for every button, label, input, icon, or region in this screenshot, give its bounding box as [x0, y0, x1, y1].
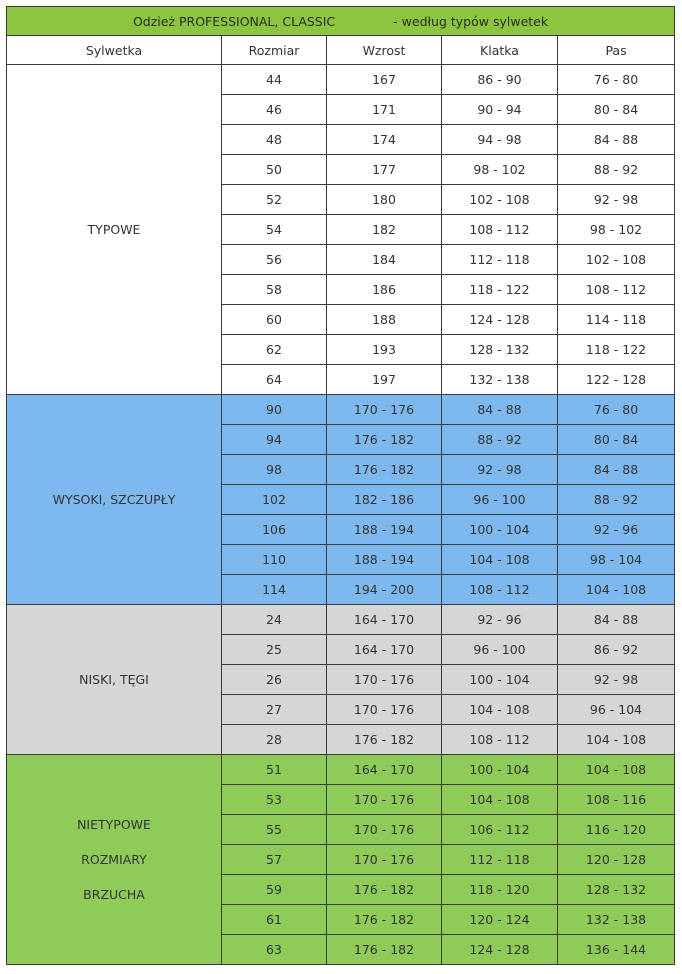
cell-rozmiar: 63 — [222, 935, 327, 965]
cell-pas: 76 - 80 — [558, 395, 675, 425]
cell-klatka: 106 - 112 — [442, 815, 558, 845]
group-label-wys — [7, 395, 222, 605]
cell-pas: 116 - 120 — [558, 815, 675, 845]
cell-rozmiar: 51 — [222, 755, 327, 785]
cell-pas: 104 - 108 — [558, 755, 675, 785]
cell-klatka: 120 - 124 — [442, 905, 558, 935]
cell-wzrost: 164 - 170 — [327, 635, 442, 665]
cell-klatka: 118 - 120 — [442, 875, 558, 905]
cell-wzrost: 197 — [327, 365, 442, 395]
cell-pas: 88 - 92 — [558, 485, 675, 515]
cell-klatka: 124 - 128 — [442, 305, 558, 335]
cell-wzrost: 164 - 170 — [327, 755, 442, 785]
header-klatka: Klatka — [442, 36, 558, 65]
cell-wzrost: 194 - 200 — [327, 575, 442, 605]
cell-pas: 84 - 88 — [558, 605, 675, 635]
cell-rozmiar: 62 — [222, 335, 327, 365]
cell-pas: 92 - 98 — [558, 665, 675, 695]
cell-klatka: 132 - 138 — [442, 365, 558, 395]
cell-pas: 102 - 108 — [558, 245, 675, 275]
cell-wzrost: 188 - 194 — [327, 515, 442, 545]
header-wzrost: Wzrost — [327, 36, 442, 65]
cell-klatka: 104 - 108 — [442, 695, 558, 725]
cell-wzrost: 176 - 182 — [327, 935, 442, 965]
cell-wzrost: 193 — [327, 335, 442, 365]
cell-wzrost: 170 - 176 — [327, 695, 442, 725]
cell-klatka: 112 - 118 — [442, 245, 558, 275]
cell-rozmiar: 102 — [222, 485, 327, 515]
cell-rozmiar: 55 — [222, 815, 327, 845]
cell-pas: 120 - 128 — [558, 845, 675, 875]
cell-wzrost: 171 — [327, 95, 442, 125]
size-chart — [6, 6, 675, 965]
cell-klatka: 104 - 108 — [442, 785, 558, 815]
cell-wzrost: 170 - 176 — [327, 665, 442, 695]
cell-rozmiar: 53 — [222, 785, 327, 815]
table-title — [7, 7, 675, 36]
cell-wzrost: 174 — [327, 125, 442, 155]
cell-wzrost: 170 - 176 — [327, 395, 442, 425]
cell-klatka: 96 - 100 — [442, 635, 558, 665]
cell-rozmiar: 57 — [222, 845, 327, 875]
cell-pas: 84 - 88 — [558, 455, 675, 485]
group-label-line: WYSOKI, SZCZUPŁY — [52, 492, 176, 507]
cell-klatka: 98 - 102 — [442, 155, 558, 185]
cell-rozmiar: 64 — [222, 365, 327, 395]
group-label-line: TYPOWE — [87, 222, 141, 237]
cell-klatka: 108 - 112 — [442, 215, 558, 245]
table-title-suffix: - według typów sylwetek — [393, 13, 549, 29]
cell-rozmiar: 48 — [222, 125, 327, 155]
cell-klatka: 128 - 132 — [442, 335, 558, 365]
cell-klatka: 96 - 100 — [442, 485, 558, 515]
header-row — [7, 36, 675, 65]
cell-klatka: 94 - 98 — [442, 125, 558, 155]
cell-pas: 132 - 138 — [558, 905, 675, 935]
cell-pas: 80 - 84 — [558, 425, 675, 455]
cell-pas: 122 - 128 — [558, 365, 675, 395]
cell-klatka: 102 - 108 — [442, 185, 558, 215]
cell-rozmiar: 110 — [222, 545, 327, 575]
cell-rozmiar: 106 — [222, 515, 327, 545]
cell-klatka: 112 - 118 — [442, 845, 558, 875]
cell-wzrost: 188 — [327, 305, 442, 335]
table-title-prefix: Odzież PROFESSIONAL, CLASSIC — [132, 13, 336, 29]
cell-rozmiar: 59 — [222, 875, 327, 905]
header-rozmiar: Rozmiar — [222, 36, 327, 65]
cell-rozmiar: 54 — [222, 215, 327, 245]
cell-klatka: 92 - 96 — [442, 605, 558, 635]
table-row — [7, 65, 675, 95]
cell-rozmiar: 98 — [222, 455, 327, 485]
cell-wzrost: 182 — [327, 215, 442, 245]
cell-pas: 98 - 102 — [558, 215, 675, 245]
cell-wzrost: 176 - 182 — [327, 875, 442, 905]
group-label-line: BRZUCHA — [83, 887, 145, 902]
cell-wzrost: 176 - 182 — [327, 725, 442, 755]
cell-klatka: 108 - 112 — [442, 725, 558, 755]
cell-rozmiar: 56 — [222, 245, 327, 275]
header-pas: Pas — [558, 36, 675, 65]
cell-rozmiar: 90 — [222, 395, 327, 425]
cell-klatka: 100 - 104 — [442, 665, 558, 695]
cell-rozmiar: 94 — [222, 425, 327, 455]
cell-pas: 108 - 116 — [558, 785, 675, 815]
cell-pas: 86 - 92 — [558, 635, 675, 665]
cell-rozmiar: 25 — [222, 635, 327, 665]
cell-klatka: 84 - 88 — [442, 395, 558, 425]
cell-klatka: 92 - 98 — [442, 455, 558, 485]
cell-wzrost: 180 — [327, 185, 442, 215]
cell-rozmiar: 60 — [222, 305, 327, 335]
cell-rozmiar: 50 — [222, 155, 327, 185]
table-body — [7, 65, 675, 965]
cell-rozmiar: 114 — [222, 575, 327, 605]
cell-rozmiar: 58 — [222, 275, 327, 305]
cell-pas: 98 - 104 — [558, 545, 675, 575]
size-table — [6, 6, 675, 965]
cell-klatka: 88 - 92 — [442, 425, 558, 455]
table-row — [7, 395, 675, 425]
group-label-nis — [7, 605, 222, 755]
cell-pas: 136 - 144 — [558, 935, 675, 965]
cell-pas: 92 - 98 — [558, 185, 675, 215]
cell-wzrost: 176 - 182 — [327, 905, 442, 935]
cell-klatka: 104 - 108 — [442, 545, 558, 575]
cell-rozmiar: 28 — [222, 725, 327, 755]
group-label-nie — [7, 755, 222, 965]
group-label-typowe — [7, 65, 222, 395]
cell-pas: 80 - 84 — [558, 95, 675, 125]
cell-pas: 104 - 108 — [558, 725, 675, 755]
group-label-line: NIETYPOWE — [77, 817, 151, 832]
cell-pas: 118 - 122 — [558, 335, 675, 365]
cell-wzrost: 186 — [327, 275, 442, 305]
table-row — [7, 755, 675, 785]
cell-pas: 114 - 118 — [558, 305, 675, 335]
cell-wzrost: 177 — [327, 155, 442, 185]
cell-pas: 84 - 88 — [558, 125, 675, 155]
cell-pas: 92 - 96 — [558, 515, 675, 545]
cell-pas: 96 - 104 — [558, 695, 675, 725]
group-label-line: ROZMIARY — [81, 852, 147, 867]
cell-rozmiar: 61 — [222, 905, 327, 935]
cell-wzrost: 184 — [327, 245, 442, 275]
cell-rozmiar: 27 — [222, 695, 327, 725]
cell-klatka: 86 - 90 — [442, 65, 558, 95]
cell-pas: 88 - 92 — [558, 155, 675, 185]
cell-wzrost: 170 - 176 — [327, 815, 442, 845]
cell-wzrost: 176 - 182 — [327, 455, 442, 485]
cell-klatka: 100 - 104 — [442, 515, 558, 545]
cell-rozmiar: 24 — [222, 605, 327, 635]
cell-wzrost: 164 - 170 — [327, 605, 442, 635]
cell-klatka: 90 - 94 — [442, 95, 558, 125]
header-sylwetka: Sylwetka — [7, 36, 222, 65]
cell-rozmiar: 44 — [222, 65, 327, 95]
cell-wzrost: 167 — [327, 65, 442, 95]
cell-wzrost: 170 - 176 — [327, 845, 442, 875]
table-row — [7, 605, 675, 635]
cell-wzrost: 188 - 194 — [327, 545, 442, 575]
cell-wzrost: 182 - 186 — [327, 485, 442, 515]
cell-rozmiar: 46 — [222, 95, 327, 125]
group-label-line: NISKI, TĘGI — [79, 672, 149, 687]
cell-klatka: 124 - 128 — [442, 935, 558, 965]
cell-rozmiar: 52 — [222, 185, 327, 215]
cell-wzrost: 176 - 182 — [327, 425, 442, 455]
cell-klatka: 100 - 104 — [442, 755, 558, 785]
cell-pas: 108 - 112 — [558, 275, 675, 305]
cell-klatka: 118 - 122 — [442, 275, 558, 305]
cell-pas: 104 - 108 — [558, 575, 675, 605]
cell-wzrost: 170 - 176 — [327, 785, 442, 815]
cell-rozmiar: 26 — [222, 665, 327, 695]
cell-pas: 128 - 132 — [558, 875, 675, 905]
cell-pas: 76 - 80 — [558, 65, 675, 95]
cell-klatka: 108 - 112 — [442, 575, 558, 605]
